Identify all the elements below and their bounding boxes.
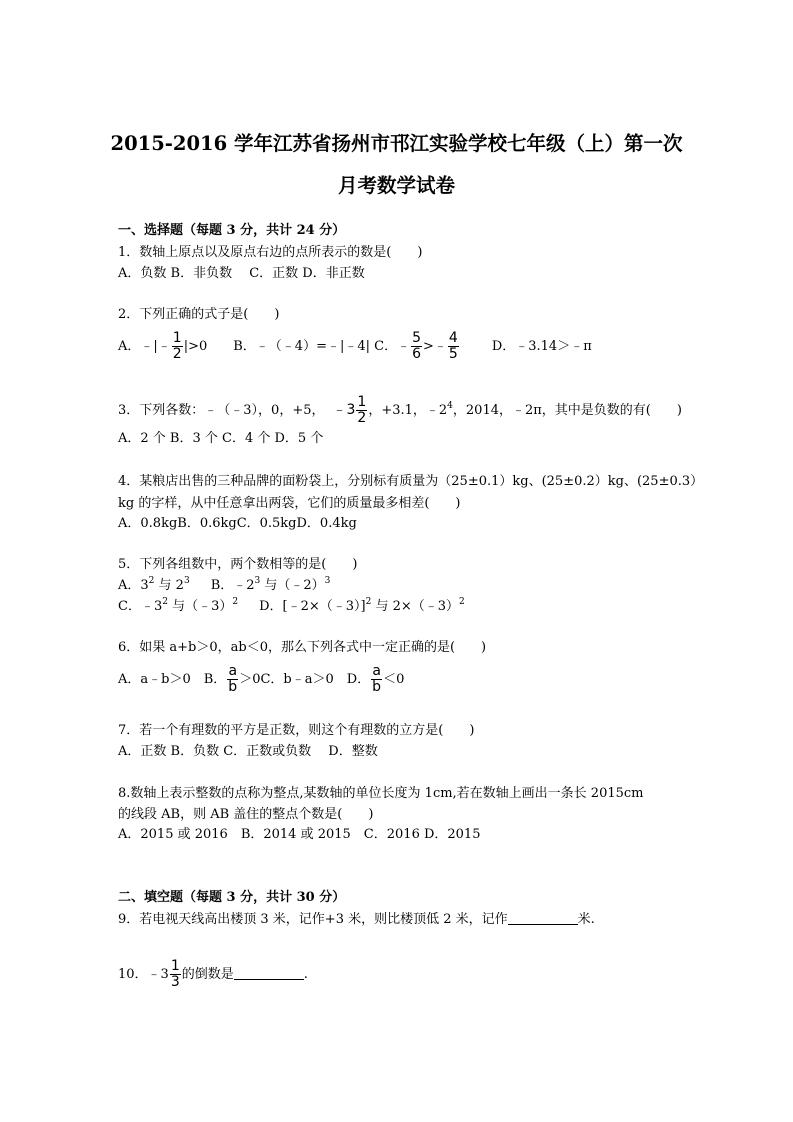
question-6-options bbox=[118, 664, 404, 695]
exponent: 2 bbox=[162, 597, 168, 607]
exponent: 2 bbox=[148, 576, 155, 586]
fraction-numerator: a bbox=[228, 663, 238, 679]
exponent: 3 bbox=[183, 576, 190, 586]
q10-mid: 的倒数是 bbox=[181, 967, 234, 982]
q5-d-part: D．[﹣2×（﹣3）] bbox=[246, 599, 366, 614]
fraction-one-half bbox=[172, 331, 183, 362]
section-heading-fill-in: 二、填空题（每题 3 分，共计 30 分） bbox=[118, 890, 346, 905]
q3-exponent: 4 bbox=[447, 401, 453, 411]
q2-option-c-mid: >﹣ bbox=[423, 339, 447, 354]
question-5-options-ab bbox=[118, 577, 330, 595]
q10-prefix: 10．﹣3 bbox=[118, 967, 169, 982]
question-3-stem bbox=[118, 395, 682, 426]
q2-option-a-b-text: |>0 B．﹣（﹣4）=﹣|﹣4| C．﹣ bbox=[183, 339, 411, 354]
q9-prefix: 9．若电视天线高出楼顶 3 米，记作+3 米，则比楼顶低 2 米，记作 bbox=[118, 912, 508, 927]
question-8-options: A．2015 或 2016 B．2014 或 2015 C．2016 D．2015 bbox=[118, 827, 481, 842]
q2-option-a-prefix: A．﹣|﹣ bbox=[118, 339, 171, 354]
fraction-numerator: 4 bbox=[448, 330, 458, 346]
question-6-stem: 6．如果 a+b＞0，ab＜0，那么下列各式中一定正确的是( ) bbox=[118, 640, 487, 655]
q6-option-a: A．a﹣b＞0 B． bbox=[118, 672, 227, 687]
answer-blank[interactable] bbox=[234, 965, 304, 980]
q5-a-part: 与 2 bbox=[154, 578, 184, 593]
exam-title-line-2: 月考数学试卷 bbox=[337, 174, 455, 197]
section-heading-choice: 一、选择题（每题 3 分，共计 24 分） bbox=[118, 223, 346, 238]
fraction-five-sixths bbox=[411, 331, 422, 362]
question-7-stem: 7．若一个有理数的平方是正数，则这个有理数的立方是( ) bbox=[118, 723, 475, 738]
q5-b-part: B．﹣2 bbox=[197, 578, 255, 593]
fraction-one-third bbox=[170, 959, 181, 990]
fraction-denominator: 5 bbox=[448, 346, 458, 362]
fraction-denominator: 2 bbox=[357, 410, 367, 426]
answer-blank[interactable] bbox=[508, 910, 578, 925]
exponent: 2 bbox=[365, 597, 372, 607]
question-8-line-1: 8.数轴上表示整数的点称为整点,某数轴的单位长度为 1cm,若在数轴上画出一条长 2015cm bbox=[118, 786, 644, 801]
q5-c-part: C．﹣3 bbox=[118, 599, 163, 614]
q5-b-part: 与（﹣2） bbox=[260, 578, 325, 593]
q3-mid: ，+3.1，﹣2 bbox=[368, 403, 448, 418]
fraction-numerator: 1 bbox=[172, 330, 182, 346]
exponent: 3 bbox=[254, 576, 261, 586]
exponent: 2 bbox=[459, 597, 465, 607]
fraction-numerator: a bbox=[372, 663, 381, 679]
question-4-line-2: kg 的字样，从中任意拿出两袋，它们的质量最多相差( ) bbox=[118, 496, 461, 511]
fraction-denominator: 6 bbox=[412, 346, 421, 362]
question-2-stem: 2．下列正确的式子是( ) bbox=[118, 307, 280, 322]
q6-option-d: ＜0 bbox=[383, 672, 405, 687]
fraction-a-over-b bbox=[371, 664, 382, 695]
q3-suffix: ，2014，﹣2π，其中是负数的有( ) bbox=[452, 403, 682, 418]
question-7-options: A．正数 B．负数 C．正数或负数 D．整数 bbox=[118, 744, 378, 759]
fraction-four-fifths bbox=[448, 331, 459, 362]
q3-mixed-whole: ﹣3 bbox=[332, 402, 356, 418]
question-8-line-2: 的线段 AB，则 AB 盖住的整点个数是( ) bbox=[118, 807, 374, 822]
exponent: 3 bbox=[324, 576, 331, 586]
question-9 bbox=[118, 910, 595, 929]
fraction-denominator: 2 bbox=[172, 346, 182, 362]
question-5-stem: 5．下列各组数中，两个数相等的是( ) bbox=[118, 557, 358, 572]
q10-suffix: . bbox=[303, 967, 308, 982]
q9-suffix: 米. bbox=[577, 912, 595, 927]
question-4-line-1: 4．某粮店出售的三种品牌的面粉袋上，分别标有质量为（25±0.1）kg、(25±0.2）kg、(25±0.3） bbox=[118, 474, 704, 489]
fraction-numerator: 5 bbox=[412, 330, 421, 346]
question-1-options: A．负数 B．非负数 C．正数 D．非正数 bbox=[118, 266, 365, 281]
exam-title-line-1: 2015-2016 学年江苏省扬州市邗江实验学校七年级（上）第一次 bbox=[110, 132, 683, 155]
fraction-a-over-b bbox=[227, 664, 238, 695]
q5-a-part: A．3 bbox=[118, 578, 149, 593]
question-2-options bbox=[118, 331, 592, 362]
q3-prefix: 3．下列各数：﹣（﹣3），0，+5， bbox=[118, 403, 325, 418]
question-1-stem: 1．数轴上原点以及原点右边的点所表示的数是( ) bbox=[118, 245, 423, 260]
fraction-one-half bbox=[356, 395, 367, 426]
q5-d-part: 与 2×（﹣3） bbox=[371, 599, 460, 614]
q5-c-part: 与（﹣3） bbox=[167, 599, 233, 614]
question-10 bbox=[118, 959, 308, 990]
fraction-numerator: 1 bbox=[357, 394, 367, 410]
exponent: 2 bbox=[232, 597, 239, 607]
question-3-options: A．2 个 B．3 个 C．4 个 D．5 个 bbox=[118, 431, 324, 446]
q2-option-d: D．﹣3.14＞﹣π bbox=[491, 339, 592, 354]
question-4-options: A．0.8kgB．0.6kgC．0.5kgD．0.4kg bbox=[118, 516, 357, 531]
question-5-options-cd bbox=[118, 598, 465, 616]
fraction-numerator: 1 bbox=[170, 958, 180, 974]
fraction-denominator: b bbox=[228, 679, 238, 695]
q6-option-b-c: ＞0C．b﹣a＞0 D． bbox=[239, 672, 371, 687]
fraction-denominator: 3 bbox=[170, 974, 180, 990]
fraction-denominator: b bbox=[372, 679, 382, 695]
